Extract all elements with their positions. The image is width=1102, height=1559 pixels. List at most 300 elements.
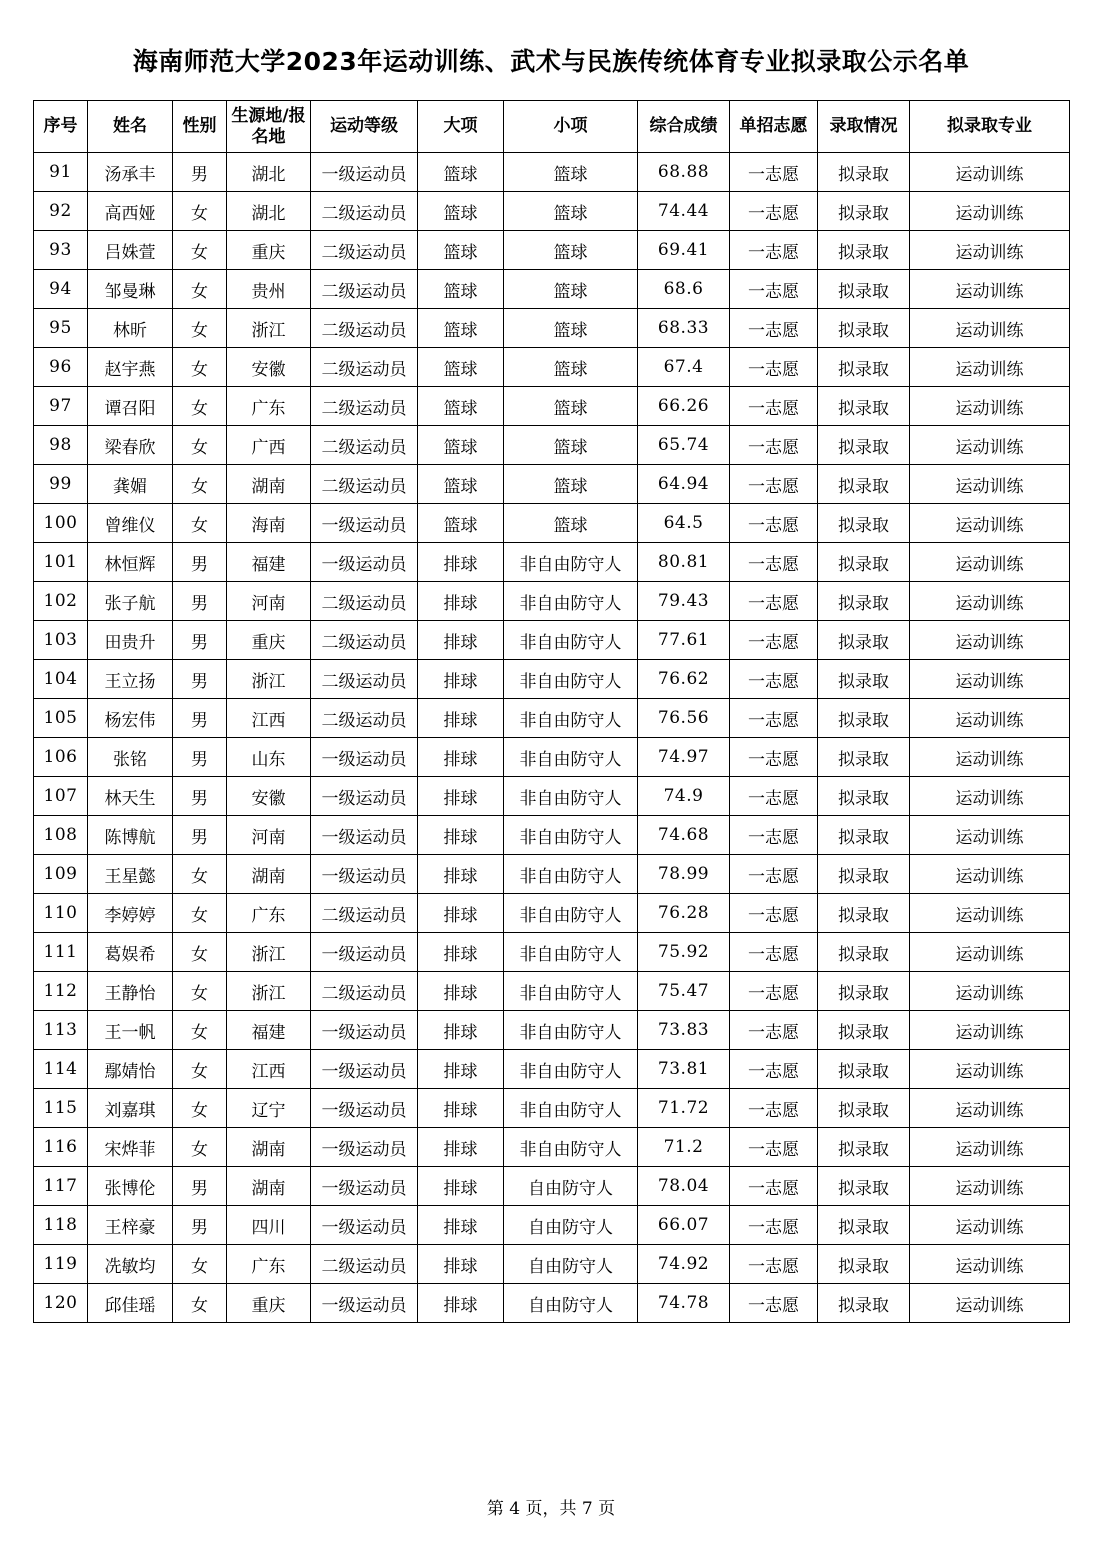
status-cell: 拟录取 (818, 504, 910, 543)
sport-cell: 排球 (418, 1206, 504, 1245)
gender-cell: 女 (173, 1011, 227, 1050)
event-cell: 非自由防守人 (504, 933, 638, 972)
name-cell: 王静怡 (88, 972, 173, 1011)
preference-cell: 一志愿 (730, 231, 818, 270)
serial-cell: 93 (34, 231, 88, 270)
major-cell: 运动训练 (910, 543, 1070, 582)
athlete-level-cell: 一级运动员 (311, 1089, 418, 1128)
score-cell: 78.04 (638, 1167, 730, 1206)
major-cell: 运动训练 (910, 426, 1070, 465)
table-row (34, 270, 1070, 309)
table-row (34, 231, 1070, 270)
serial-cell: 104 (34, 660, 88, 699)
name-cell: 张铭 (88, 738, 173, 777)
gender-cell: 女 (173, 231, 227, 270)
serial-cell: 106 (34, 738, 88, 777)
table-row (34, 1050, 1070, 1089)
origin-cell: 湖南 (227, 855, 311, 894)
gender-cell: 女 (173, 1284, 227, 1323)
serial-cell: 110 (34, 894, 88, 933)
status-cell: 拟录取 (818, 699, 910, 738)
major-cell: 运动训练 (910, 1089, 1070, 1128)
origin-cell: 贵州 (227, 270, 311, 309)
score-cell: 77.61 (638, 621, 730, 660)
athlete-level-cell: 一级运动员 (311, 816, 418, 855)
sport-cell: 排球 (418, 1128, 504, 1167)
status-cell: 拟录取 (818, 1050, 910, 1089)
origin-cell: 湖南 (227, 1128, 311, 1167)
gender-cell: 男 (173, 777, 227, 816)
serial-cell: 119 (34, 1245, 88, 1284)
table-row (34, 426, 1070, 465)
sport-cell: 排球 (418, 816, 504, 855)
preference-cell: 一志愿 (730, 855, 818, 894)
origin-cell: 广东 (227, 894, 311, 933)
athlete-level-cell: 一级运动员 (311, 504, 418, 543)
gender-cell: 男 (173, 699, 227, 738)
sport-cell: 排球 (418, 738, 504, 777)
table-row (34, 465, 1070, 504)
score-cell: 78.99 (638, 855, 730, 894)
athlete-level-cell: 一级运动员 (311, 543, 418, 582)
athlete-level-cell: 一级运动员 (311, 1206, 418, 1245)
origin-cell: 广东 (227, 387, 311, 426)
sport-cell: 篮球 (418, 270, 504, 309)
serial-cell: 107 (34, 777, 88, 816)
origin-cell: 安徽 (227, 348, 311, 387)
athlete-level-cell: 二级运动员 (311, 894, 418, 933)
origin-cell: 浙江 (227, 309, 311, 348)
athlete-level-cell: 一级运动员 (311, 153, 418, 192)
table-row (34, 1011, 1070, 1050)
preference-cell: 一志愿 (730, 504, 818, 543)
score-cell: 74.78 (638, 1284, 730, 1323)
gender-cell: 男 (173, 1206, 227, 1245)
event-cell: 非自由防守人 (504, 660, 638, 699)
preference-cell: 一志愿 (730, 894, 818, 933)
score-cell: 68.88 (638, 153, 730, 192)
event-cell: 非自由防守人 (504, 543, 638, 582)
major-cell: 运动训练 (910, 1206, 1070, 1245)
serial-cell: 111 (34, 933, 88, 972)
origin-cell: 重庆 (227, 231, 311, 270)
table-row (34, 933, 1070, 972)
preference-cell: 一志愿 (730, 660, 818, 699)
major-cell: 运动训练 (910, 504, 1070, 543)
serial-cell: 102 (34, 582, 88, 621)
athlete-level-cell: 一级运动员 (311, 1284, 418, 1323)
name-cell: 邱佳瑶 (88, 1284, 173, 1323)
major-cell: 运动训练 (910, 192, 1070, 231)
table-row (34, 1284, 1070, 1323)
origin-cell: 四川 (227, 1206, 311, 1245)
athlete-level-cell: 二级运动员 (311, 1245, 418, 1284)
score-cell: 68.33 (638, 309, 730, 348)
table-row (34, 309, 1070, 348)
serial-cell: 118 (34, 1206, 88, 1245)
gender-cell: 男 (173, 1167, 227, 1206)
sport-cell: 排球 (418, 1011, 504, 1050)
preference-cell: 一志愿 (730, 777, 818, 816)
name-cell: 汤承丰 (88, 153, 173, 192)
header-event: 小项 (504, 101, 638, 153)
preference-cell: 一志愿 (730, 1089, 818, 1128)
table-row (34, 777, 1070, 816)
sport-cell: 排球 (418, 894, 504, 933)
preference-cell: 一志愿 (730, 1011, 818, 1050)
score-cell: 66.07 (638, 1206, 730, 1245)
origin-cell: 湖北 (227, 153, 311, 192)
serial-cell: 101 (34, 543, 88, 582)
serial-cell: 103 (34, 621, 88, 660)
status-cell: 拟录取 (818, 1245, 910, 1284)
sport-cell: 篮球 (418, 231, 504, 270)
athlete-level-cell: 二级运动员 (311, 231, 418, 270)
name-cell: 冼敏均 (88, 1245, 173, 1284)
header-name: 姓名 (88, 101, 173, 153)
athlete-level-cell: 二级运动员 (311, 699, 418, 738)
name-cell: 鄢婧怡 (88, 1050, 173, 1089)
event-cell: 非自由防守人 (504, 816, 638, 855)
status-cell: 拟录取 (818, 855, 910, 894)
event-cell: 非自由防守人 (504, 894, 638, 933)
header-preference: 单招志愿 (730, 101, 818, 153)
sport-cell: 篮球 (418, 504, 504, 543)
major-cell: 运动训练 (910, 582, 1070, 621)
major-cell: 运动训练 (910, 348, 1070, 387)
origin-cell: 福建 (227, 543, 311, 582)
header-major: 拟录取专业 (910, 101, 1070, 153)
athlete-level-cell: 二级运动员 (311, 192, 418, 231)
table-row (34, 1089, 1070, 1128)
name-cell: 林昕 (88, 309, 173, 348)
major-cell: 运动训练 (910, 153, 1070, 192)
athlete-level-cell: 二级运动员 (311, 387, 418, 426)
serial-cell: 99 (34, 465, 88, 504)
preference-cell: 一志愿 (730, 1167, 818, 1206)
score-cell: 74.9 (638, 777, 730, 816)
gender-cell: 女 (173, 933, 227, 972)
event-cell: 非自由防守人 (504, 582, 638, 621)
page-title: 海南师范大学2023年运动训练、武术与民族传统体育专业拟录取公示名单 (132, 47, 970, 76)
sport-cell: 排球 (418, 1050, 504, 1089)
gender-cell: 男 (173, 738, 227, 777)
header-origin: 生源地/报名地 (227, 101, 311, 153)
gender-cell: 女 (173, 855, 227, 894)
status-cell: 拟录取 (818, 1206, 910, 1245)
major-cell: 运动训练 (910, 270, 1070, 309)
sport-cell: 排球 (418, 933, 504, 972)
event-cell: 篮球 (504, 504, 638, 543)
table-row (34, 738, 1070, 777)
sport-cell: 篮球 (418, 348, 504, 387)
event-cell: 篮球 (504, 231, 638, 270)
athlete-level-cell: 二级运动员 (311, 309, 418, 348)
event-cell: 非自由防守人 (504, 699, 638, 738)
header-serial: 序号 (34, 101, 88, 153)
sport-cell: 篮球 (418, 387, 504, 426)
origin-cell: 安徽 (227, 777, 311, 816)
origin-cell: 江西 (227, 699, 311, 738)
major-cell: 运动训练 (910, 699, 1070, 738)
status-cell: 拟录取 (818, 465, 910, 504)
serial-cell: 109 (34, 855, 88, 894)
sport-cell: 排球 (418, 1245, 504, 1284)
serial-cell: 117 (34, 1167, 88, 1206)
athlete-level-cell: 二级运动员 (311, 660, 418, 699)
gender-cell: 女 (173, 192, 227, 231)
score-cell: 69.41 (638, 231, 730, 270)
serial-cell: 115 (34, 1089, 88, 1128)
score-cell: 74.68 (638, 816, 730, 855)
origin-cell: 浙江 (227, 972, 311, 1011)
preference-cell: 一志愿 (730, 153, 818, 192)
header-athlete-level: 运动等级 (311, 101, 418, 153)
event-cell: 非自由防守人 (504, 1089, 638, 1128)
athlete-level-cell: 二级运动员 (311, 621, 418, 660)
preference-cell: 一志愿 (730, 426, 818, 465)
serial-cell: 94 (34, 270, 88, 309)
name-cell: 王一帆 (88, 1011, 173, 1050)
major-cell: 运动训练 (910, 972, 1070, 1011)
score-cell: 80.81 (638, 543, 730, 582)
serial-cell: 92 (34, 192, 88, 231)
score-cell: 75.47 (638, 972, 730, 1011)
score-cell: 66.26 (638, 387, 730, 426)
preference-cell: 一志愿 (730, 1245, 818, 1284)
preference-cell: 一志愿 (730, 816, 818, 855)
event-cell: 非自由防守人 (504, 855, 638, 894)
preference-cell: 一志愿 (730, 738, 818, 777)
major-cell: 运动训练 (910, 1011, 1070, 1050)
athlete-level-cell: 一级运动员 (311, 1050, 418, 1089)
preference-cell: 一志愿 (730, 1050, 818, 1089)
event-cell: 非自由防守人 (504, 1128, 638, 1167)
table-header-row (34, 101, 1070, 153)
header-admission-status: 录取情况 (818, 101, 910, 153)
score-cell: 67.4 (638, 348, 730, 387)
gender-cell: 男 (173, 816, 227, 855)
status-cell: 拟录取 (818, 660, 910, 699)
origin-cell: 广西 (227, 426, 311, 465)
event-cell: 非自由防守人 (504, 972, 638, 1011)
preference-cell: 一志愿 (730, 348, 818, 387)
sport-cell: 排球 (418, 1089, 504, 1128)
serial-cell: 114 (34, 1050, 88, 1089)
event-cell: 非自由防守人 (504, 1050, 638, 1089)
major-cell: 运动训练 (910, 621, 1070, 660)
header-gender: 性别 (173, 101, 227, 153)
score-cell: 71.72 (638, 1089, 730, 1128)
origin-cell: 辽宁 (227, 1089, 311, 1128)
event-cell: 非自由防守人 (504, 777, 638, 816)
sport-cell: 篮球 (418, 465, 504, 504)
gender-cell: 女 (173, 1089, 227, 1128)
name-cell: 林恒辉 (88, 543, 173, 582)
serial-cell: 98 (34, 426, 88, 465)
score-cell: 74.97 (638, 738, 730, 777)
origin-cell: 广东 (227, 1245, 311, 1284)
sport-cell: 篮球 (418, 153, 504, 192)
major-cell: 运动训练 (910, 855, 1070, 894)
table-row (34, 660, 1070, 699)
gender-cell: 男 (173, 621, 227, 660)
origin-cell: 山东 (227, 738, 311, 777)
gender-cell: 女 (173, 309, 227, 348)
status-cell: 拟录取 (818, 1167, 910, 1206)
origin-cell: 重庆 (227, 1284, 311, 1323)
score-cell: 76.28 (638, 894, 730, 933)
score-cell: 64.5 (638, 504, 730, 543)
table-row (34, 894, 1070, 933)
origin-cell: 湖北 (227, 192, 311, 231)
score-cell: 76.56 (638, 699, 730, 738)
name-cell: 王梓豪 (88, 1206, 173, 1245)
status-cell: 拟录取 (818, 933, 910, 972)
athlete-level-cell: 二级运动员 (311, 582, 418, 621)
athlete-level-cell: 二级运动员 (311, 348, 418, 387)
score-cell: 79.43 (638, 582, 730, 621)
name-cell: 林天生 (88, 777, 173, 816)
serial-cell: 120 (34, 1284, 88, 1323)
origin-cell: 湖南 (227, 1167, 311, 1206)
preference-cell: 一志愿 (730, 270, 818, 309)
name-cell: 赵宇燕 (88, 348, 173, 387)
event-cell: 篮球 (504, 153, 638, 192)
gender-cell: 女 (173, 972, 227, 1011)
gender-cell: 男 (173, 582, 227, 621)
preference-cell: 一志愿 (730, 465, 818, 504)
name-cell: 高西娅 (88, 192, 173, 231)
score-cell: 65.74 (638, 426, 730, 465)
table-row (34, 543, 1070, 582)
name-cell: 杨宏伟 (88, 699, 173, 738)
name-cell: 龚媚 (88, 465, 173, 504)
gender-cell: 女 (173, 1128, 227, 1167)
gender-cell: 女 (173, 387, 227, 426)
status-cell: 拟录取 (818, 582, 910, 621)
name-cell: 张博伦 (88, 1167, 173, 1206)
origin-cell: 福建 (227, 1011, 311, 1050)
preference-cell: 一志愿 (730, 387, 818, 426)
athlete-level-cell: 一级运动员 (311, 738, 418, 777)
status-cell: 拟录取 (818, 543, 910, 582)
athlete-level-cell: 一级运动员 (311, 1128, 418, 1167)
name-cell: 邹曼琳 (88, 270, 173, 309)
status-cell: 拟录取 (818, 1089, 910, 1128)
score-cell: 75.92 (638, 933, 730, 972)
status-cell: 拟录取 (818, 231, 910, 270)
header-sport: 大项 (418, 101, 504, 153)
sport-cell: 排球 (418, 1167, 504, 1206)
table-row (34, 348, 1070, 387)
table-row (34, 1245, 1070, 1284)
status-cell: 拟录取 (818, 894, 910, 933)
status-cell: 拟录取 (818, 426, 910, 465)
origin-cell: 湖南 (227, 465, 311, 504)
origin-cell: 重庆 (227, 621, 311, 660)
table-row (34, 153, 1070, 192)
preference-cell: 一志愿 (730, 933, 818, 972)
score-cell: 74.44 (638, 192, 730, 231)
athlete-level-cell: 一级运动员 (311, 855, 418, 894)
name-cell: 宋烨菲 (88, 1128, 173, 1167)
preference-cell: 一志愿 (730, 699, 818, 738)
major-cell: 运动训练 (910, 660, 1070, 699)
status-cell: 拟录取 (818, 1011, 910, 1050)
sport-cell: 排球 (418, 777, 504, 816)
origin-cell: 浙江 (227, 933, 311, 972)
major-cell: 运动训练 (910, 777, 1070, 816)
status-cell: 拟录取 (818, 270, 910, 309)
event-cell: 篮球 (504, 387, 638, 426)
major-cell: 运动训练 (910, 1284, 1070, 1323)
status-cell: 拟录取 (818, 816, 910, 855)
gender-cell: 女 (173, 1050, 227, 1089)
sport-cell: 篮球 (418, 192, 504, 231)
athlete-level-cell: 一级运动员 (311, 777, 418, 816)
name-cell: 梁春欣 (88, 426, 173, 465)
serial-cell: 97 (34, 387, 88, 426)
name-cell: 曾维仪 (88, 504, 173, 543)
event-cell: 自由防守人 (504, 1245, 638, 1284)
gender-cell: 女 (173, 504, 227, 543)
sport-cell: 排球 (418, 543, 504, 582)
origin-cell: 河南 (227, 582, 311, 621)
sport-cell: 排球 (418, 1284, 504, 1323)
status-cell: 拟录取 (818, 387, 910, 426)
major-cell: 运动训练 (910, 387, 1070, 426)
gender-cell: 男 (173, 153, 227, 192)
gender-cell: 男 (173, 660, 227, 699)
status-cell: 拟录取 (818, 1284, 910, 1323)
sport-cell: 排球 (418, 699, 504, 738)
major-cell: 运动训练 (910, 894, 1070, 933)
serial-cell: 116 (34, 1128, 88, 1167)
serial-cell: 95 (34, 309, 88, 348)
event-cell: 篮球 (504, 348, 638, 387)
sport-cell: 排球 (418, 855, 504, 894)
origin-cell: 浙江 (227, 660, 311, 699)
athlete-level-cell: 一级运动员 (311, 1167, 418, 1206)
major-cell: 运动训练 (910, 309, 1070, 348)
athlete-level-cell: 二级运动员 (311, 465, 418, 504)
preference-cell: 一志愿 (730, 1206, 818, 1245)
table-row (34, 582, 1070, 621)
table-row (34, 816, 1070, 855)
score-cell: 73.81 (638, 1050, 730, 1089)
table-row (34, 192, 1070, 231)
preference-cell: 一志愿 (730, 1128, 818, 1167)
event-cell: 篮球 (504, 426, 638, 465)
event-cell: 篮球 (504, 465, 638, 504)
preference-cell: 一志愿 (730, 309, 818, 348)
sport-cell: 排球 (418, 582, 504, 621)
table-row (34, 504, 1070, 543)
major-cell: 运动训练 (910, 933, 1070, 972)
preference-cell: 一志愿 (730, 192, 818, 231)
name-cell: 田贵升 (88, 621, 173, 660)
major-cell: 运动训练 (910, 738, 1070, 777)
table-body (34, 153, 1070, 1323)
athlete-level-cell: 二级运动员 (311, 426, 418, 465)
event-cell: 非自由防守人 (504, 621, 638, 660)
event-cell: 自由防守人 (504, 1206, 638, 1245)
status-cell: 拟录取 (818, 309, 910, 348)
major-cell: 运动训练 (910, 816, 1070, 855)
score-cell: 74.92 (638, 1245, 730, 1284)
status-cell: 拟录取 (818, 1128, 910, 1167)
